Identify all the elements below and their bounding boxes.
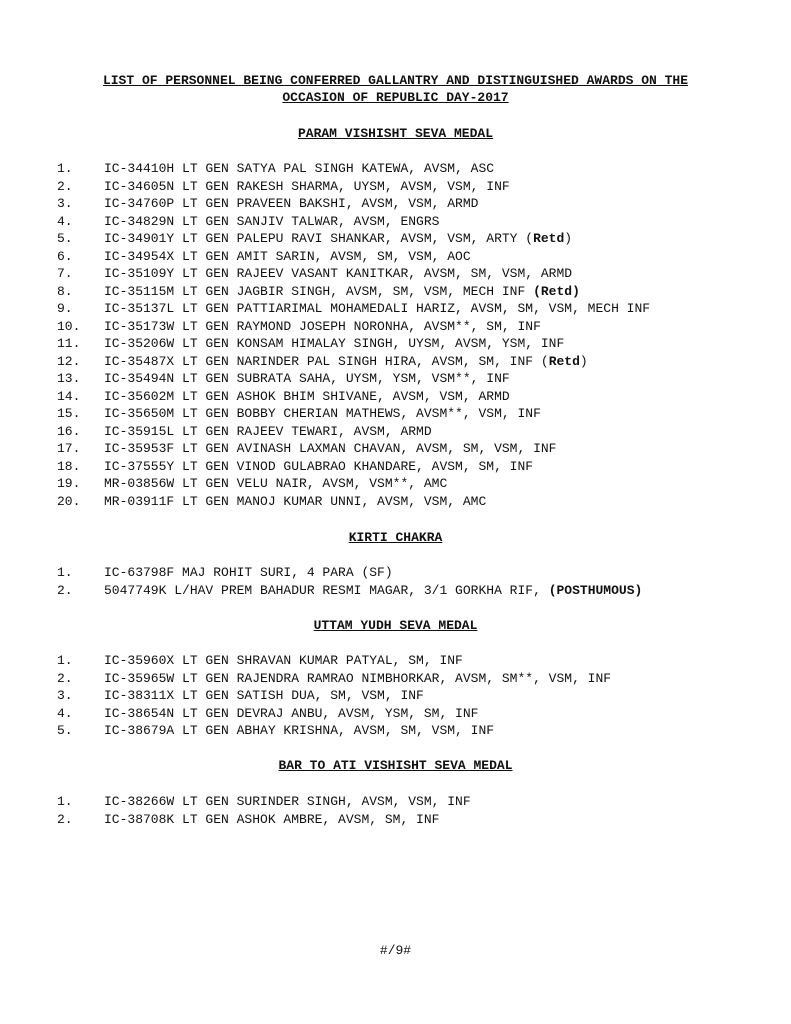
section-list-kirti-chakra bbox=[57, 564, 642, 599]
item-text: IC-38679A LT GEN ABHAY KRISHNA, AVSM, SM, VSM, INF bbox=[104, 723, 495, 738]
list-item bbox=[57, 458, 650, 476]
item-text: MR-03911F LT GEN MANOJ KUMAR UNNI, AVSM, VSM, AMC bbox=[104, 493, 487, 509]
list-item bbox=[57, 230, 650, 248]
title-line-2: OCCASION OF REPUBLIC DAY-2017 bbox=[282, 90, 509, 105]
item-number: 13. bbox=[57, 371, 81, 386]
item-text: IC-63798F MAJ ROHIT SURI, 4 PARA (SF) bbox=[104, 565, 393, 580]
item-number: 2. bbox=[57, 811, 73, 827]
item-number: 12. bbox=[57, 353, 81, 369]
item-note-close: ) bbox=[579, 353, 588, 369]
item-number: 5. bbox=[57, 231, 73, 246]
item-text: IC-38266W LT GEN SURINDER SINGH, AVSM, VSM, INF bbox=[104, 794, 471, 809]
list-item bbox=[57, 160, 650, 178]
item-text: IC-35115M LT GEN JAGBIR SINGH, AVSM, SM, VSM, MECH INF bbox=[104, 283, 534, 299]
title-line-1: LIST OF PERSONNEL BEING CONFERRED GALLANTRY AND DISTINGUISHED AWARDS ON THE bbox=[102, 73, 689, 88]
list-item bbox=[57, 248, 650, 266]
item-number: 2. bbox=[57, 582, 73, 598]
item-number: 2. bbox=[57, 670, 73, 686]
list-item bbox=[57, 213, 650, 231]
item-number: 6. bbox=[57, 248, 73, 264]
item-number: 19. bbox=[57, 476, 81, 491]
item-text: MR-03856W LT GEN VELU NAIR, AVSM, VSM**, AMC bbox=[104, 476, 448, 491]
item-text: IC-35137L LT GEN PATTIARIMAL MOHAMEDALI HARIZ, AVSM, SM, VSM, MECH INF bbox=[104, 301, 651, 316]
list-item bbox=[57, 564, 642, 582]
list-item bbox=[57, 475, 650, 493]
item-text: IC-34410H LT GEN SATYA PAL SINGH KATEWA, AVSM, ASC bbox=[104, 161, 495, 176]
list-item bbox=[57, 705, 611, 723]
section-list-uysm bbox=[57, 652, 611, 740]
item-text: IC-35494N LT GEN SUBRATA SAHA, UYSM, YSM, VSM**, INF bbox=[104, 371, 510, 386]
item-number: 17. bbox=[57, 441, 81, 456]
item-text: IC-38708K LT GEN ASHOK AMBRE, AVSM, SM, INF bbox=[104, 811, 440, 827]
list-item bbox=[57, 670, 611, 688]
list-item bbox=[57, 722, 611, 740]
list-item bbox=[57, 793, 471, 811]
item-text: IC-35953F LT GEN AVINASH LAXMAN CHAVAN, AVSM, SM, VSM, INF bbox=[104, 441, 557, 456]
list-item bbox=[57, 405, 650, 423]
item-number: 8. bbox=[57, 283, 73, 299]
page-number-footer: #/9# bbox=[379, 943, 412, 958]
item-number: 4. bbox=[57, 705, 73, 721]
list-item bbox=[57, 300, 650, 318]
item-text: IC-35487X LT GEN NARINDER PAL SINGH HIRA, AVSM, SM, INF ( bbox=[104, 353, 549, 369]
item-number: 9. bbox=[57, 301, 73, 316]
item-text: 5047749K L/HAV PREM BAHADUR RESMI MAGAR, 3/1 GORKHA RIF, bbox=[104, 582, 549, 598]
item-number: 3. bbox=[57, 688, 73, 703]
item-number: 1. bbox=[57, 794, 73, 809]
item-text: IC-35960X LT GEN SHRAVAN KUMAR PATYAL, SM, INF bbox=[104, 653, 463, 668]
item-text: IC-34954X LT GEN AMIT SARIN, AVSM, SM, VSM, AOC bbox=[104, 248, 471, 264]
item-number: 18. bbox=[57, 458, 81, 474]
item-text: IC-38311X LT GEN SATISH DUA, SM, VSM, INF bbox=[104, 688, 424, 703]
item-status-note: Retd bbox=[533, 231, 565, 246]
item-text: IC-35650M LT GEN BOBBY CHERIAN MATHEWS, AVSM**, VSM, INF bbox=[104, 406, 541, 421]
item-text: IC-35173W LT GEN RAYMOND JOSEPH NORONHA, AVSM**, SM, INF bbox=[104, 318, 541, 334]
list-item bbox=[57, 265, 650, 283]
item-number: 15. bbox=[57, 406, 81, 421]
item-number: 1. bbox=[57, 565, 73, 580]
item-text: IC-34829N LT GEN SANJIV TALWAR, AVSM, ENGRS bbox=[104, 213, 440, 229]
item-number: 3. bbox=[57, 196, 73, 211]
item-number: 5. bbox=[57, 723, 73, 738]
item-number: 16. bbox=[57, 423, 81, 439]
item-status-note: Retd bbox=[548, 353, 580, 369]
item-text: IC-34605N LT GEN RAKESH SHARMA, UYSM, AVSM, VSM, INF bbox=[104, 178, 510, 194]
list-item bbox=[57, 440, 650, 458]
list-item bbox=[57, 283, 650, 301]
section-heading-bar-avsm: BAR TO ATI VISHISHT SEVA MEDAL bbox=[278, 758, 513, 773]
document-title bbox=[40, 72, 751, 106]
item-number: 14. bbox=[57, 388, 81, 404]
item-number: 7. bbox=[57, 266, 73, 281]
list-item bbox=[57, 195, 650, 213]
item-text: IC-35206W LT GEN KONSAM HIMALAY SINGH, UYSM, AVSM, YSM, INF bbox=[104, 336, 565, 351]
item-text: IC-35965W LT GEN RAJENDRA RAMRAO NIMBHORKAR, AVSM, SM**, VSM, INF bbox=[104, 670, 612, 686]
item-number: 1. bbox=[57, 653, 73, 668]
list-item bbox=[57, 318, 650, 336]
item-text: IC-34901Y LT GEN PALEPU RAVI SHANKAR, AVSM, VSM, ARTY ( bbox=[104, 231, 534, 246]
item-text: IC-35915L LT GEN RAJEEV TEWARI, AVSM, ARMD bbox=[104, 423, 432, 439]
item-number: 1. bbox=[57, 161, 73, 176]
list-item bbox=[57, 370, 650, 388]
item-text: IC-35109Y LT GEN RAJEEV VASANT KANITKAR, AVSM, SM, VSM, ARMD bbox=[104, 266, 573, 281]
list-item bbox=[57, 493, 650, 511]
item-text: IC-35602M LT GEN ASHOK BHIM SHIVANE, AVSM, VSM, ARMD bbox=[104, 388, 510, 404]
item-number: 11. bbox=[57, 336, 81, 351]
list-item bbox=[57, 687, 611, 705]
list-item bbox=[57, 178, 650, 196]
section-list-pvsm bbox=[57, 160, 650, 510]
list-item bbox=[57, 652, 611, 670]
item-text: IC-38654N LT GEN DEVRAJ ANBU, AVSM, YSM, SM, INF bbox=[104, 705, 479, 721]
item-status-note: (POSTHUMOUS) bbox=[548, 582, 643, 598]
item-note-close: ) bbox=[564, 231, 573, 246]
list-item bbox=[57, 582, 642, 600]
item-text: IC-34760P LT GEN PRAVEEN BAKSHI, AVSM, VSM, ARMD bbox=[104, 196, 479, 211]
item-status-note: (Retd) bbox=[533, 283, 580, 299]
list-item bbox=[57, 423, 650, 441]
item-number: 4. bbox=[57, 213, 73, 229]
section-list-bar-avsm bbox=[57, 793, 471, 828]
list-item bbox=[57, 353, 650, 371]
section-heading-kirti-chakra: KIRTI CHAKRA bbox=[348, 530, 443, 545]
section-heading-uysm: UTTAM YUDH SEVA MEDAL bbox=[313, 618, 478, 633]
item-number: 20. bbox=[57, 493, 81, 509]
item-text: IC-37555Y LT GEN VINOD GULABRAO KHANDARE, AVSM, SM, INF bbox=[104, 458, 534, 474]
list-item bbox=[57, 388, 650, 406]
item-number: 2. bbox=[57, 178, 73, 194]
item-number: 10. bbox=[57, 318, 81, 334]
list-item bbox=[57, 811, 471, 829]
section-heading-pvsm: PARAM VISHISHT SEVA MEDAL bbox=[297, 126, 494, 141]
list-item bbox=[57, 335, 650, 353]
